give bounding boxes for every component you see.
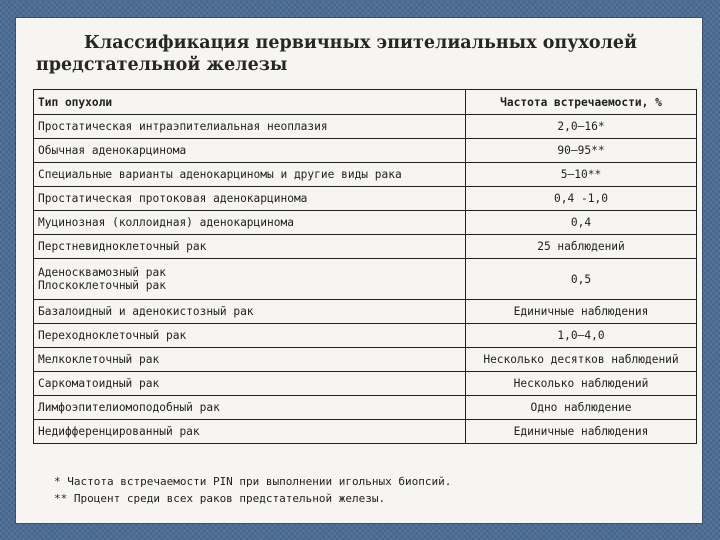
- table-row: [34, 420, 697, 444]
- table-row: [34, 324, 697, 348]
- frequency-cell: 0,4 -1,0: [466, 187, 697, 211]
- tumor-type-line: Аденосквамозный рак: [38, 266, 166, 279]
- frequency-cell: 1,0–4,0: [466, 324, 697, 348]
- tumor-type-cell: Переходноклеточный рак: [34, 324, 466, 348]
- tumor-type-cell: Простатическая интраэпителиальная неоплазия: [34, 115, 466, 139]
- table-row: [34, 187, 697, 211]
- tumor-type-cell: Лимфоэпителиомоподобный рак: [34, 396, 466, 420]
- table-header-row: [34, 90, 697, 115]
- tumor-type-cell: Мелкоклеточный рак: [34, 348, 466, 372]
- footnote-percent: ** Процент среди всех раков предстательной железы.: [54, 492, 386, 505]
- tumor-type-cell: Саркоматоидный рак: [34, 372, 466, 396]
- slide: [16, 18, 702, 523]
- table-row: [34, 139, 697, 163]
- tumor-type-cell: Обычная аденокарцинома: [34, 139, 466, 163]
- tumor-type-cell: Специальные варианты аденокарциномы и другие виды рака: [34, 163, 466, 187]
- frequency-cell: 0,4: [466, 211, 697, 235]
- frequency-cell: Несколько наблюдений: [466, 372, 697, 396]
- header-frequency: Частота встречаемости, %: [466, 90, 697, 115]
- table-row: [34, 372, 697, 396]
- tumor-classification-table: [33, 89, 697, 444]
- frequency-cell: 2,0–16*: [466, 115, 697, 139]
- table-row: [34, 348, 697, 372]
- table-row: [34, 115, 697, 139]
- frequency-cell: 25 наблюдений: [466, 235, 697, 259]
- table-row: [34, 211, 697, 235]
- footnotes: [54, 473, 451, 507]
- table-row: [34, 259, 697, 300]
- tumor-type-cell: Базалоидный и аденокистозный рак: [34, 300, 466, 324]
- footnote-pin: * Частота встречаемости PIN при выполнении игольных биопсий.: [54, 475, 452, 488]
- tumor-type-cell: Простатическая протоковая аденокарцинома: [34, 187, 466, 211]
- frequency-cell: Несколько десятков наблюдений: [466, 348, 697, 372]
- header-tumor-type: Тип опухоли: [34, 90, 466, 115]
- frequency-cell: 5–10**: [466, 163, 697, 187]
- page-title: Классификация первичных эпителиальных опухолей предстательной железы: [36, 33, 637, 75]
- tumor-type-cell: Перстневидноклеточный рак: [34, 235, 466, 259]
- tumor-type-cell: [34, 259, 466, 300]
- frequency-cell: Одно наблюдение: [466, 396, 697, 420]
- table-row: [34, 163, 697, 187]
- frequency-cell: 90–95**: [466, 139, 697, 163]
- table-row: [34, 235, 697, 259]
- tumor-type-cell: Недифференцированный рак: [34, 420, 466, 444]
- frequency-cell: 0,5: [466, 259, 697, 300]
- frequency-cell: Единичные наблюдения: [466, 300, 697, 324]
- table-row: [34, 300, 697, 324]
- tumor-type-line: Плоскоклеточный рак: [38, 279, 166, 292]
- tumor-type-cell: Муцинозная (коллоидная) аденокарцинома: [34, 211, 466, 235]
- table-row: [34, 396, 697, 420]
- frequency-cell: Единичные наблюдения: [466, 420, 697, 444]
